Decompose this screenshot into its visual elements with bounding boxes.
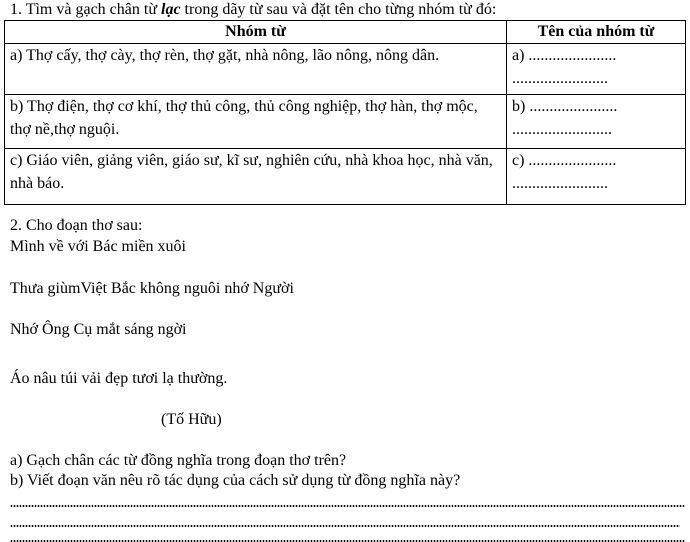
question-1-title-prefix: 1. Tìm và gạch chân từ — [10, 1, 161, 18]
word-group-text: c) Giáo viên, giảng viên, giáo sư, kĩ sư, nghiên cứu, nhà khoa học, nhà văn, nhà báo. — [10, 152, 493, 192]
poem-line: Thưa giùmViệt Bắc không nguôi nhớ Người — [10, 280, 294, 297]
poem-author: (Tố Hữu) — [161, 411, 222, 428]
question-1-title-suffix: trong dãy từ sau và đặt tên cho từng nhóm từ đó: — [180, 1, 497, 18]
table-header-row — [5, 21, 686, 44]
answer-blank-line[interactable]: b) ...................... — [512, 98, 618, 115]
question-1-title — [10, 1, 496, 19]
task-b: b) Viết đoạn văn nêu rõ tác dụng của cách sử dụng từ đồng nghĩa này? — [10, 472, 461, 489]
word-group-cell — [5, 95, 507, 149]
table-row — [5, 44, 686, 95]
table-row — [5, 149, 686, 205]
word-group-cell — [5, 149, 507, 205]
answer-blank-line[interactable]: ........................ — [512, 70, 608, 87]
word-group-cell — [5, 44, 507, 95]
word-groups-table — [4, 20, 686, 205]
answer-blank-line[interactable]: c) ...................... — [512, 152, 617, 169]
task-a: a) Gạch chân các từ đồng nghĩa trong đoạn thơ trên? — [10, 452, 347, 469]
answer-dotted-line[interactable] — [10, 505, 685, 507]
word-group-text: a) Thợ cấy, thợ cày, thợ rèn, thợ gặt, nhà nông, lão nông, nông dân. — [10, 47, 440, 64]
word-group-text: b) Thợ điện, thợ cơ khí, thợ thủ công, thủ công nghiệp, thợ hàn, thợ mộc, thợ nề,thợ nguội. — [10, 98, 478, 138]
question-1-title-emphasis: lạc — [161, 1, 181, 18]
group-name-cell[interactable] — [507, 44, 686, 95]
poem-line: Nhớ Ông Cụ mắt sáng ngời — [10, 321, 187, 338]
answer-dotted-line[interactable] — [10, 525, 680, 527]
poem-line: Mình về với Bác miền xuôi — [10, 238, 186, 255]
answer-blank-line[interactable]: ........................ — [512, 175, 608, 192]
table-row — [5, 95, 686, 149]
poem-line: Áo nâu túi vải đẹp tươi lạ thường. — [10, 370, 228, 387]
question-2-title: 2. Cho đoạn thơ sau: — [10, 217, 143, 234]
answer-blank-line[interactable]: a) ...................... — [512, 47, 617, 64]
header-word-group: Nhóm từ — [5, 21, 507, 44]
group-name-cell[interactable] — [507, 95, 686, 149]
answer-blank-line[interactable]: ......................... — [512, 121, 612, 138]
header-group-name: Tên của nhóm từ — [507, 21, 686, 44]
group-name-cell[interactable] — [507, 149, 686, 205]
